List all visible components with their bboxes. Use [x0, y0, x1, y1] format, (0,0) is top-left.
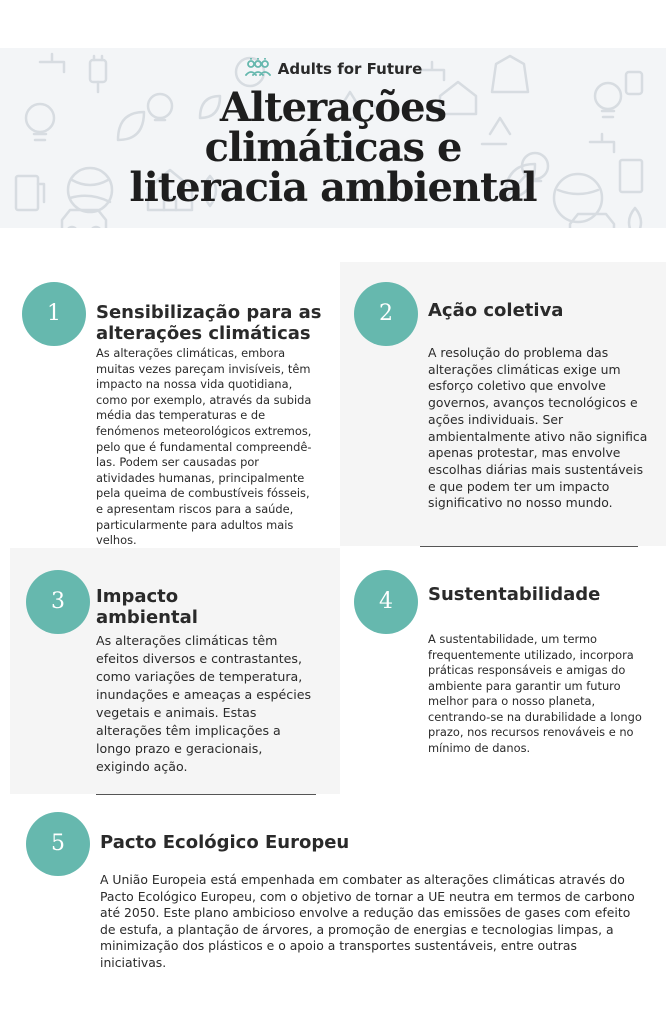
brand-logo — [0, 58, 666, 78]
title-line: literacia ambiental — [129, 164, 537, 211]
section-5-title: Pacto Ecológico Europeu — [100, 832, 350, 853]
section-2-body: A resolução do problema das alterações climáticas exige um esforço coletivo que envolve governos, avanços tecnológicos e ações individuais. Ser ambientalmente ativo não significa apenas protestar, mas envolve escolhas diárias mais sustentáveis e que podem ter um impacto significativo no nosso mundo. — [428, 345, 648, 511]
brand-name: Adults for Future — [277, 60, 423, 78]
section-4-title: Sustentabilidade — [428, 584, 601, 605]
divider — [420, 546, 638, 547]
water-drop-icon — [629, 208, 641, 228]
section-4-number: 4 — [354, 570, 418, 634]
section-1-body: As alterações climáticas, embora muitas vezes pareçam invisíveis, têm impacto na nossa vida quotidiana, como por exemplo, através da subida média das temperaturas e de fenómenos meteorológicos extremos, pelo que é fundamental compreendê-las. Podem ser causadas por atividades humanas, principalmente pela queima de combustíveis fósseis, e apresentam riscos para a saúde, particularmente para adultos mais velhos. — [96, 346, 312, 548]
title-line: Alterações — [219, 84, 447, 131]
page-title — [0, 84, 666, 211]
car-icon — [62, 210, 106, 228]
section-3-body: As alterações climáticas têm efeitos diversos e contrastantes, como variações de temperatura, inundações e ameaças a espécies vegetais e animais. Estas alterações têm implicações a longo prazo e geracionais, exigindo ação. — [96, 633, 312, 774]
people-group-icon — [244, 58, 272, 78]
section-1-number: 1 — [22, 282, 86, 346]
section-3-number: 3 — [26, 570, 90, 634]
section-1-title: Sensibilização para as alterações climáticas — [96, 302, 322, 344]
section-2-title: Ação coletiva — [428, 300, 564, 321]
divider — [96, 794, 316, 795]
title-line: climáticas e — [204, 124, 462, 171]
section-5-number: 5 — [26, 812, 90, 876]
section-4-body: A sustentabilidade, um termo frequentemente utilizado, incorpora práticas responsáveis e amigas do ambiente para garantir um futuro melhor para o nosso planeta, centrando-se na durabilidade a longo prazo, nos recursos renováveis e no mínimo de danos. — [428, 632, 642, 755]
section-3-title: Impacto ambiental — [96, 586, 198, 628]
section-5-body: A União Europeia está empenhada em combater as alterações climáticas através do Pacto Ecológico Europeu, com o objetivo de tornar a UE neutra em termos de carbono até 2050. Este plano ambicioso envolve a redução das emissões de gases com efeito de estufa, a plantação de árvores, a promoção de energias e tecnologias limpas, a minimização dos plásticos e o apoio a transportes sustentáveis, entre outras iniciativas. — [100, 872, 635, 970]
section-2-number: 2 — [354, 282, 418, 346]
